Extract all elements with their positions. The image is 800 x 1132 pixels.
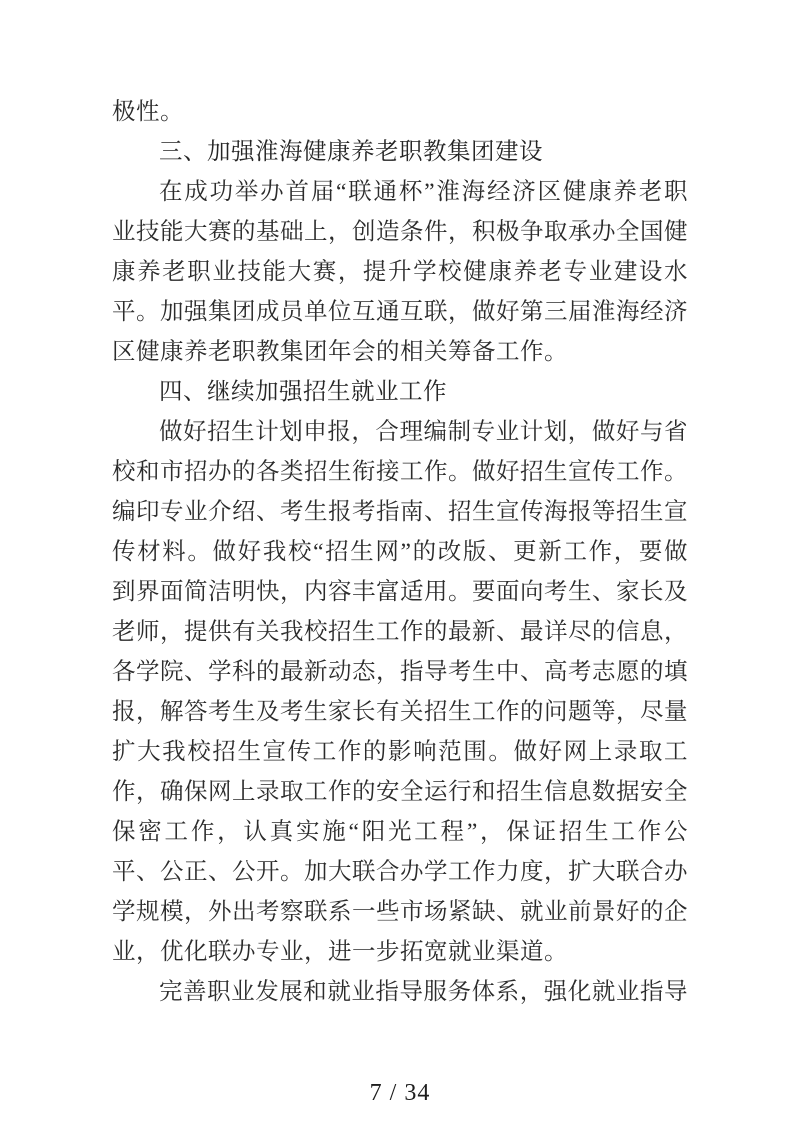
text-line: 在成功举办首届“联通杯”淮海经济区健康养老职 bbox=[159, 179, 688, 205]
text-line: 到界面简洁明快，内容丰富适用。要面向考生、家长及 bbox=[112, 579, 688, 605]
text-line: 扩大我校招生宣传工作的影响范围。做好网上录取工 bbox=[112, 739, 688, 765]
text-line: 极性。 bbox=[112, 99, 184, 125]
text-line: 做好招生计划申报，合理编制专业计划，做好与省 bbox=[159, 419, 688, 445]
text-line: 区健康养老职教集团年会的相关筹备工作。 bbox=[112, 339, 568, 365]
text-line: 平。加强集团成员单位互通互联，做好第三届淮海经济 bbox=[112, 299, 688, 325]
text-line: 各学院、学科的最新动态，指导考生中、高考志愿的填 bbox=[112, 659, 688, 685]
text-line: 保密工作，认真实施“阳光工程”，保证招生工作公 bbox=[112, 819, 688, 845]
text-line: 老师，提供有关我校招生工作的最新、最详尽的信息， bbox=[112, 619, 688, 645]
text-line: 业，优化联办专业，进一步拓宽就业渠道。 bbox=[112, 939, 568, 965]
text-line: 平、公正、公开。加大联合办学工作力度，扩大联合办 bbox=[112, 859, 688, 885]
text-line: 编印专业介绍、考生报考指南、招生宣传海报等招生宣 bbox=[112, 499, 688, 525]
section-heading: 三、加强淮海健康养老职教集团建设 bbox=[159, 139, 543, 165]
text-line: 作，确保网上录取工作的安全运行和招生信息数据安全 bbox=[112, 779, 688, 805]
page-number: 7 / 34 bbox=[369, 1080, 431, 1106]
text-line: 学规模，外出考察联系一些市场紧缺、就业前景好的企 bbox=[112, 899, 688, 925]
text-line: 校和市招办的各类招生衔接工作。做好招生宣传工作。 bbox=[112, 459, 688, 485]
text-line: 康养老职业技能大赛，提升学校健康养老专业建设水 bbox=[112, 259, 688, 285]
text-line: 完善职业发展和就业指导服务体系，强化就业指导 bbox=[159, 979, 688, 1005]
text-line: 传材料。做好我校“招生网”的改版、更新工作，要做 bbox=[112, 539, 688, 565]
text-block bbox=[112, 92, 688, 1012]
text-line: 报，解答考生及考生家长有关招生工作的问题等，尽量 bbox=[112, 699, 688, 725]
section-heading: 四、继续加强招生就业工作 bbox=[159, 379, 447, 405]
text-line: 业技能大赛的基础上，创造条件，积极争取承办全国健 bbox=[112, 219, 688, 245]
